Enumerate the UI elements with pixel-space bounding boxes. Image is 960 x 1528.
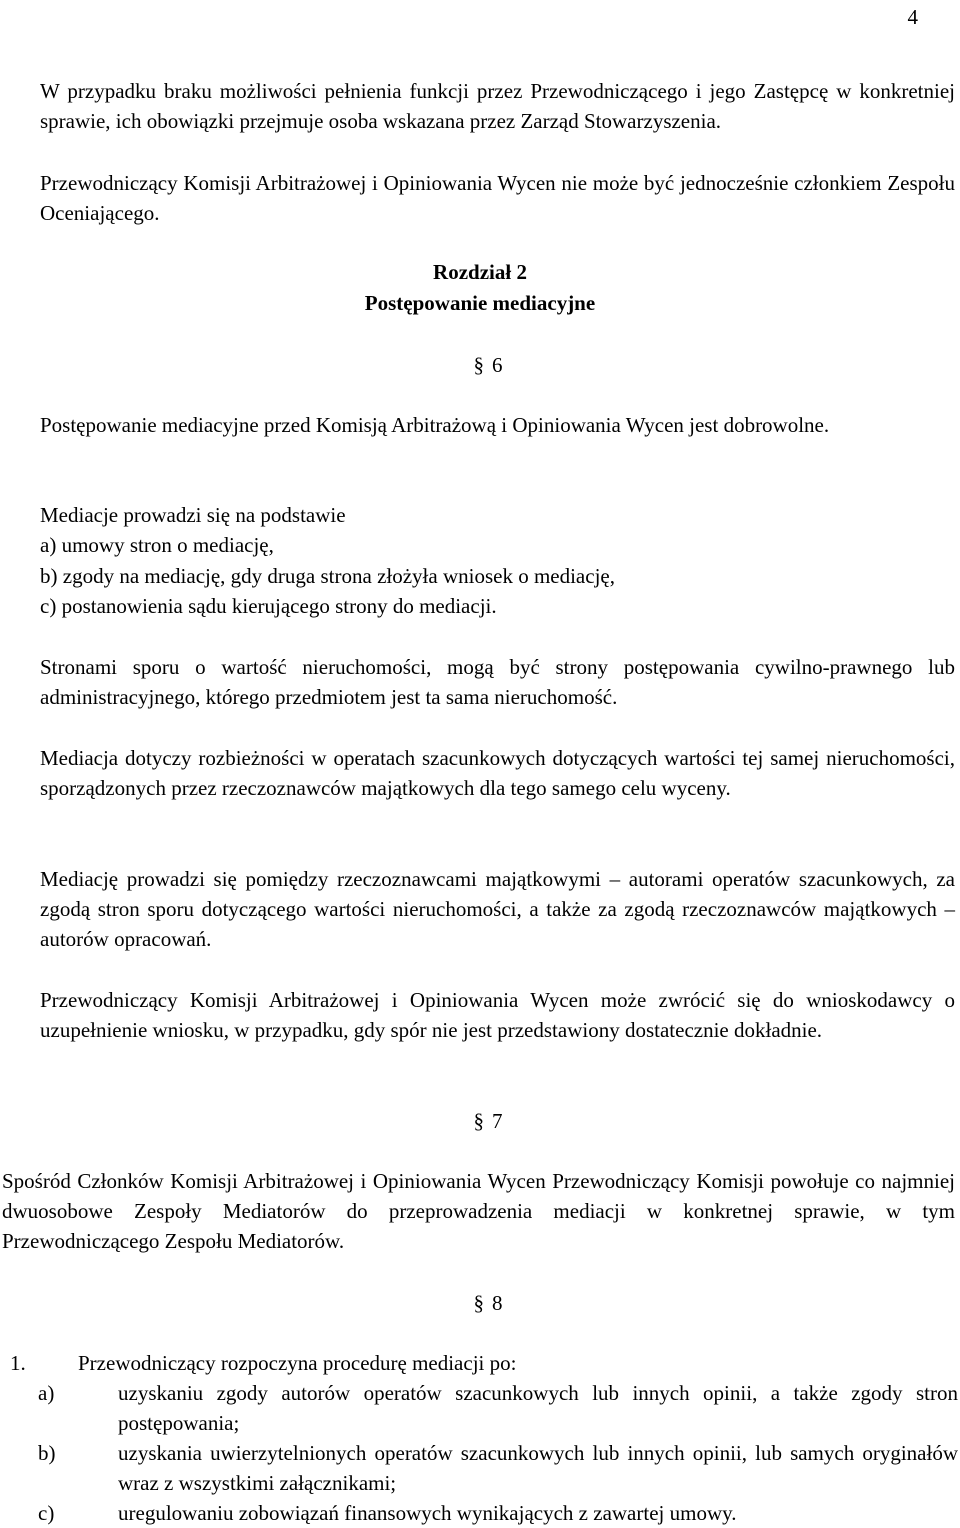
s6-sub-a	[40, 530, 920, 560]
section-8-heading	[0, 1288, 960, 1318]
paragraph-3	[10, 76, 955, 136]
paragraph-text: Mediacje prowadzi się na podstawie	[40, 503, 346, 527]
s6-paragraph-4	[10, 743, 955, 803]
sub-letter: b)	[38, 1441, 56, 1465]
s6-sub-b	[40, 561, 920, 591]
section-symbol: §	[473, 1291, 484, 1315]
sub-text: uregulowaniu zobowiązań finansowych wynikających z zawartej umowy.	[118, 1501, 737, 1525]
paragraph-number	[10, 864, 40, 894]
paragraph-number	[10, 500, 40, 530]
s8-paragraph-1	[10, 1348, 955, 1378]
paragraph-text: W przypadku braku możliwości pełnienia funkcji przez Przewodniczącego i jego Zastępcę w konkretniej sprawie, ich obowiązki przejmuje osoba wskazana przez Zarząd Stowarzyszenia.	[40, 79, 955, 133]
s8-sub-b	[38, 1438, 958, 1498]
paragraph-text: Mediacja dotyczy rozbieżności w operatach szacunkowych dotyczących wartości tej samej nieruchomości, sporządzonych przez rzeczoznawców majątkowych dla tego samego celu wyceny.	[40, 746, 955, 800]
sub-letter: c)	[38, 1501, 55, 1525]
s6-paragraph-6	[10, 985, 955, 1045]
section-symbol: §	[473, 353, 484, 377]
paragraph-number	[10, 76, 40, 106]
sub-text: postanowienia sądu kierującego strony do mediacji.	[61, 594, 497, 618]
sub-letter: a)	[38, 1381, 55, 1405]
s8-sub-a	[38, 1378, 958, 1438]
paragraph-text: Przewodniczący Komisji Arbitrażowej i Opiniowania Wycen nie może być jednocześnie członkiem Zespołu Oceniającego.	[40, 171, 955, 225]
paragraph-text: Mediację prowadzi się pomiędzy rzeczoznawcami majątkowymi – autorami operatów szacunkowych, za zgodą stron sporu dotyczącego wartości nieruchomości, a także za zgodą rzeczoznawców majątkowych – autorów opracowań.	[40, 867, 955, 951]
sub-text: uzyskania uwierzytelnionych operatów szacunkowych lub innych opinii, lub samych oryginałów wraz z wszystkimi załącznikami;	[118, 1441, 958, 1495]
paragraph-text: Stronami sporu o wartość nieruchomości, mogą być strony postępowania cywilno-prawnego lub administracyjnego, którego przedmiotem jest ta sama nieruchomość.	[40, 655, 955, 709]
paragraph-text: Przewodniczący rozpoczyna procedurę mediacji po:	[78, 1351, 517, 1375]
paragraph-text: Postępowanie mediacyjne przed Komisją Arbitrażową i Opiniowania Wycen jest dobrowolne.	[40, 413, 830, 437]
s8-sub-c	[38, 1498, 958, 1528]
section-number: 7	[492, 1109, 503, 1133]
chapter-title: Rozdział 2	[433, 260, 527, 284]
sub-text: umowy stron o mediację,	[61, 533, 274, 557]
chapter-subtitle: Postępowanie mediacyjne	[364, 291, 596, 315]
s6-paragraph-2	[10, 500, 955, 530]
section-number: 8	[492, 1291, 503, 1315]
paragraph-number: 1.	[10, 1351, 26, 1375]
s7-paragraph: Spośród Członków Komisji Arbitrażowej i Opiniowania Wycen Przewodniczący Komisji powołuje co najmniej dwuosobowe Zespoły Mediatorów do przeprowadzenia mediacji w konkretnej sprawie, w tym Przewodniczącego Zespołu Mediatorów.	[2, 1169, 955, 1253]
paragraph-number	[10, 168, 40, 198]
section-7-heading	[0, 1106, 960, 1136]
page-number: 4	[907, 5, 918, 29]
section-number: 6	[492, 353, 503, 377]
sub-letter: b)	[40, 564, 58, 588]
section-6-heading	[0, 350, 960, 380]
sub-letter: a)	[40, 533, 57, 557]
sub-text: zgody na mediację, gdy druga strona złożyła wniosek o mediację,	[62, 564, 615, 588]
s6-paragraph-3	[10, 652, 955, 712]
paragraph-text: Przewodniczący Komisji Arbitrażowej i Opiniowania Wycen może zwrócić się do wnioskodawcy o uzupełnienie wniosku, w przypadku, gdy spór nie jest przedstawiony dostatecznie dokładnie.	[40, 988, 955, 1042]
sub-letter: c)	[40, 594, 57, 618]
paragraph-number	[10, 410, 40, 440]
paragraph-number	[10, 985, 40, 1015]
paragraph-number	[10, 743, 40, 773]
section-symbol: §	[473, 1109, 484, 1133]
paragraph-4	[10, 168, 955, 228]
sub-text: uzyskaniu zgody autorów operatów szacunkowych lub innych opinii, a także zgody stron postępowania;	[118, 1381, 958, 1435]
s6-paragraph-1	[10, 410, 955, 440]
s6-paragraph-5	[10, 864, 955, 954]
paragraph-number	[10, 652, 40, 682]
s6-sub-c	[40, 591, 920, 621]
